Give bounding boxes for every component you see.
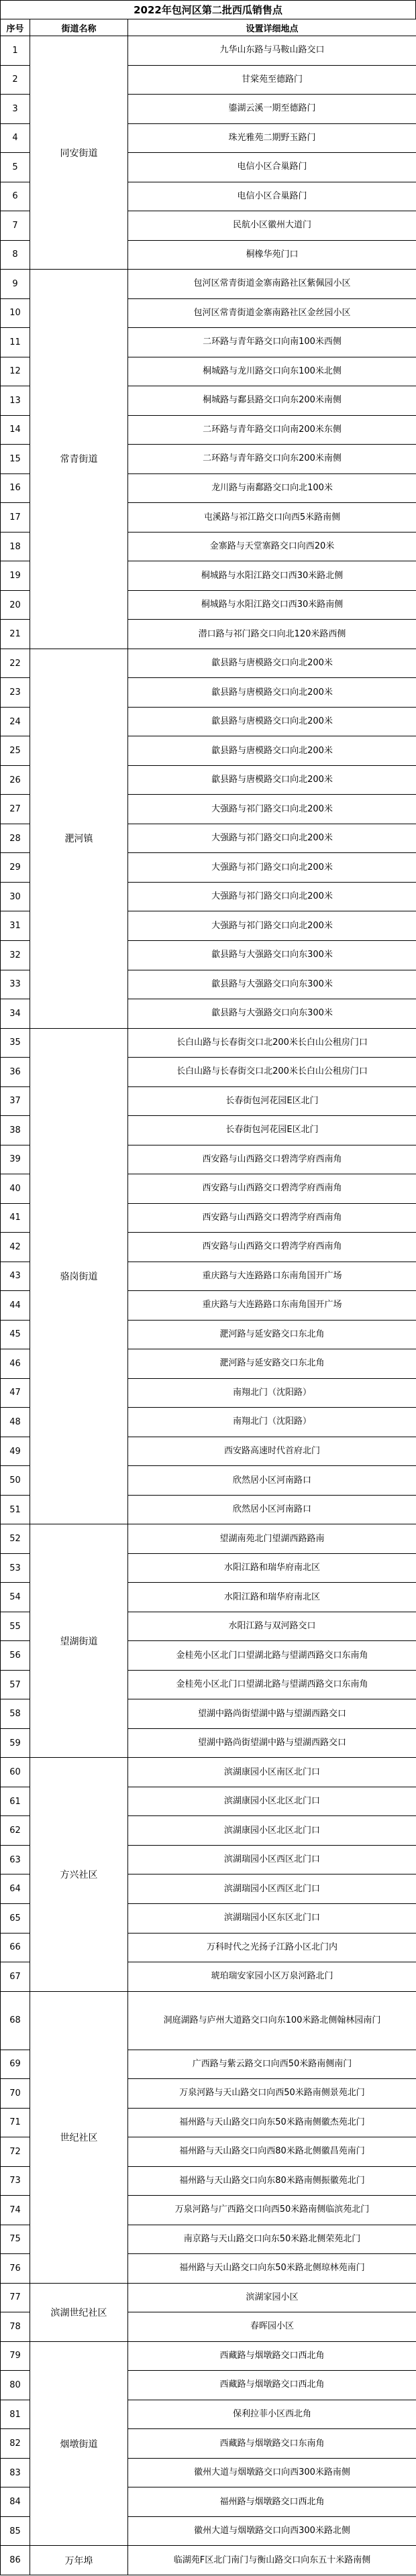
serial-cell: 71	[1, 2108, 30, 2137]
location-cell: 歙县路与唐模路交口向北200米	[128, 736, 416, 766]
location-cell: 珠光雅苑二期野玉路门	[128, 123, 416, 153]
serial-cell: 11	[1, 328, 30, 357]
serial-cell: 69	[1, 2050, 30, 2079]
serial-cell: 18	[1, 532, 30, 561]
location-cell: 潜口路与祁门路交口向北120米路西侧	[128, 620, 416, 649]
location-cell: 保利拉菲小区西北角	[128, 2400, 416, 2429]
location-cell: 二环路与青年路交口向南200米东侧	[128, 415, 416, 445]
header-street: 街道名称	[30, 19, 128, 36]
location-cell: 歙县路与大强路交口向东300米	[128, 940, 416, 970]
location-cell: 歙县路与大强路交口向东300米	[128, 970, 416, 999]
serial-cell: 2	[1, 65, 30, 95]
location-cell: 洞庭湖路与庐州大道路交口向东100米路北侧翰林园南门	[128, 1991, 416, 2050]
location-cell: 南京路与天山路交口向东50米路北侧荣苑北门	[128, 2225, 416, 2254]
location-cell: 长白山路与长春街交口北200米长白山公租房门口	[128, 1028, 416, 1058]
location-cell: 包河区常青街道金寨南路社区金丝园小区	[128, 298, 416, 328]
location-cell: 徽州大道与烟墩路交口向西300米路北侧	[128, 2516, 416, 2546]
location-cell: 包河区常青街道金寨南路社区紫佩园小区	[128, 270, 416, 299]
serial-cell: 68	[1, 1991, 30, 2050]
location-cell: 望湖中路尚街望湖中路与望湖西路交口	[128, 1699, 416, 1729]
serial-cell: 44	[1, 1291, 30, 1321]
serial-cell: 17	[1, 503, 30, 533]
location-cell: 甘棠苑至德路门	[128, 65, 416, 95]
serial-cell: 26	[1, 765, 30, 795]
serial-cell: 12	[1, 357, 30, 386]
serial-cell: 60	[1, 1758, 30, 1787]
location-cell: 重庆路与大连路路口东南角国开广场	[128, 1291, 416, 1321]
serial-cell: 33	[1, 970, 30, 999]
location-cell: 长春街包河花园E区北门	[128, 1086, 416, 1116]
location-cell: 西安路与山西路交口碧湾学府西南角	[128, 1203, 416, 1233]
location-cell: 桐橡华苑门口	[128, 240, 416, 270]
location-cell: 大强路与祁门路交口向北200米	[128, 824, 416, 853]
location-cell: 滨湖瑞园小区西区北门口	[128, 1874, 416, 1904]
location-cell: 西藏路与烟墩路交口西北角	[128, 2371, 416, 2400]
serial-cell: 50	[1, 1466, 30, 1496]
serial-cell: 61	[1, 1787, 30, 1816]
location-cell: 大强路与祁门路交口向北200米	[128, 911, 416, 941]
location-cell: 电信小区合巢路门	[128, 153, 416, 182]
location-cell: 桐城路与水阳江路交口西30米路南侧	[128, 590, 416, 620]
location-cell: 福州路与天山路交口向东80米路南侧振徽苑北门	[128, 2166, 416, 2196]
location-cell: 金寨路与天堂寨路交口向西20米	[128, 532, 416, 561]
location-cell: 桐城路与龙川路交口向东100米北侧	[128, 357, 416, 386]
serial-cell: 62	[1, 1816, 30, 1846]
location-cell: 桐城路与水阳江路交口西30米路北侧	[128, 561, 416, 591]
location-cell: 歙县路与唐模路交口向北200米	[128, 707, 416, 736]
serial-cell: 39	[1, 1145, 30, 1174]
location-cell: 歙县路与唐模路交口向北200米	[128, 765, 416, 795]
serial-cell: 7	[1, 211, 30, 241]
serial-cell: 34	[1, 999, 30, 1029]
street-cell: 同安街道	[30, 36, 128, 270]
location-cell: 西藏路与烟墩路交口西北角	[128, 2341, 416, 2371]
location-cell: 西藏路与烟墩路交口东南角	[128, 2429, 416, 2459]
serial-cell: 28	[1, 824, 30, 853]
table-body	[1, 36, 416, 2575]
location-cell: 福州路与天山路交口向西80米路北侧徽昌苑南门	[128, 2137, 416, 2167]
serial-cell: 3	[1, 95, 30, 124]
serial-cell: 74	[1, 2196, 30, 2225]
street-cell: 骆岗街道	[30, 1028, 128, 1524]
serial-cell: 58	[1, 1699, 30, 1729]
serial-cell: 81	[1, 2400, 30, 2429]
location-cell: 金桂苑小区北门口望湖北路与望湖西路交口东南角	[128, 1670, 416, 1699]
location-cell: 歙县路与唐模路交口向北200米	[128, 678, 416, 708]
serial-cell: 14	[1, 415, 30, 445]
location-cell: 西安路与山西路交口碧湾学府西南角	[128, 1174, 416, 1204]
location-cell: 水阳江路与双河路交口	[128, 1612, 416, 1641]
header-row	[1, 19, 416, 36]
location-cell: 临湖苑F区北门南门与衡山路交口向东五十米路南侧	[128, 2546, 416, 2575]
serial-cell: 77	[1, 2283, 30, 2312]
location-cell: 二环路与青年路交口向南100米西侧	[128, 328, 416, 357]
serial-cell: 38	[1, 1116, 30, 1145]
serial-cell: 57	[1, 1670, 30, 1699]
serial-cell: 42	[1, 1233, 30, 1262]
table-row	[1, 2546, 416, 2575]
serial-cell: 72	[1, 2137, 30, 2167]
table-row	[1, 649, 416, 678]
location-cell: 福州路与烟墩路交口西北角	[128, 2487, 416, 2517]
serial-cell: 13	[1, 386, 30, 416]
serial-cell: 32	[1, 940, 30, 970]
serial-cell: 9	[1, 270, 30, 299]
street-cell: 望湖街道	[30, 1524, 128, 1758]
serial-cell: 25	[1, 736, 30, 766]
location-cell: 鎏湖云溪一期至德路门	[128, 95, 416, 124]
header-location: 设置详细地点	[128, 19, 416, 36]
serial-cell: 45	[1, 1320, 30, 1349]
sales-point-table	[0, 19, 416, 2575]
location-cell: 广西路与紫云路交口向西50米路南侧南门	[128, 2050, 416, 2079]
street-cell: 淝河镇	[30, 649, 128, 1028]
location-cell: 滨湖康园小区南区北门口	[128, 1758, 416, 1787]
serial-cell: 85	[1, 2516, 30, 2546]
location-cell: 福州路与天山路交口向东50米路南侧徽杰苑北门	[128, 2108, 416, 2137]
serial-cell: 55	[1, 1612, 30, 1641]
serial-cell: 73	[1, 2166, 30, 2196]
serial-cell: 21	[1, 620, 30, 649]
table-row	[1, 1028, 416, 1058]
serial-cell: 43	[1, 1262, 30, 1291]
location-cell: 万泉河路与广西路交口向西50米路南侧临滨苑北门	[128, 2196, 416, 2225]
location-cell: 重庆路与大连路路口东南角国开广场	[128, 1262, 416, 1291]
location-cell: 金桂苑小区北门口望湖北路与望湖西路交口东南角	[128, 1641, 416, 1671]
serial-cell: 75	[1, 2225, 30, 2254]
serial-cell: 37	[1, 1086, 30, 1116]
location-cell: 西安路与山西路交口碧湾学府西南角	[128, 1145, 416, 1174]
serial-cell: 78	[1, 2312, 30, 2342]
serial-cell: 79	[1, 2341, 30, 2371]
location-cell: 歙县路与唐模路交口向北200米	[128, 649, 416, 678]
table-row	[1, 36, 416, 66]
serial-cell: 27	[1, 795, 30, 824]
location-cell: 长白山路与长春街交口北200米长白山公租房门口	[128, 1058, 416, 1087]
location-cell: 龙川路与南鄱路交口向北100米	[128, 473, 416, 503]
location-cell: 欣然居小区河南路口	[128, 1495, 416, 1524]
location-cell: 西安路与山西路交口碧湾学府西南角	[128, 1233, 416, 1262]
location-cell: 滨湖康园小区北区北门口	[128, 1787, 416, 1816]
location-cell: 滨湖家园小区	[128, 2283, 416, 2312]
location-cell: 大强路与祁门路交口向北200米	[128, 853, 416, 883]
serial-cell: 54	[1, 1583, 30, 1612]
serial-cell: 36	[1, 1058, 30, 1087]
serial-cell: 20	[1, 590, 30, 620]
street-cell: 万年埠	[30, 2546, 128, 2575]
location-cell: 望湖中路尚街望湖中路与望湖西路交口	[128, 1728, 416, 1758]
serial-cell: 48	[1, 1408, 30, 1437]
serial-cell: 63	[1, 1845, 30, 1874]
serial-cell: 31	[1, 911, 30, 941]
serial-cell: 70	[1, 2079, 30, 2109]
serial-cell: 82	[1, 2429, 30, 2459]
location-cell: 电信小区合巢路门	[128, 182, 416, 211]
serial-cell: 15	[1, 445, 30, 474]
serial-cell: 46	[1, 1349, 30, 1379]
location-cell: 滨湖瑞园小区东区北门口	[128, 1904, 416, 1934]
location-cell: 水阳江路和瑞华府南北区	[128, 1553, 416, 1583]
serial-cell: 41	[1, 1203, 30, 1233]
serial-cell: 23	[1, 678, 30, 708]
serial-cell: 22	[1, 649, 30, 678]
location-cell: 徽州大道与烟墩路交口向西300米路南侧	[128, 2458, 416, 2487]
serial-cell: 24	[1, 707, 30, 736]
table-row	[1, 2341, 416, 2371]
header-serial: 序号	[1, 19, 30, 36]
serial-cell: 80	[1, 2371, 30, 2400]
location-cell: 淝河路与延安路交口东北角	[128, 1320, 416, 1349]
location-cell: 大强路与祁门路交口向北200米	[128, 795, 416, 824]
serial-cell: 40	[1, 1174, 30, 1204]
location-cell: 福州路与天山路交口向东50米路北侧琼林苑南门	[128, 2254, 416, 2284]
location-cell: 西安路高速时代首府北门	[128, 1437, 416, 1466]
location-cell: 南翔北门（沈阳路）	[128, 1378, 416, 1408]
location-cell: 万泉河路与天山路交口向西50米路南侧景苑北门	[128, 2079, 416, 2109]
serial-cell: 8	[1, 240, 30, 270]
table-row	[1, 1991, 416, 2050]
location-cell: 长春街包河花园E区北门	[128, 1116, 416, 1145]
location-cell: 桐城路与鄱县路交口向东200米南侧	[128, 386, 416, 416]
serial-cell: 65	[1, 1904, 30, 1934]
serial-cell: 49	[1, 1437, 30, 1466]
serial-cell: 56	[1, 1641, 30, 1671]
location-cell: 淝河路与延安路交口东北角	[128, 1349, 416, 1379]
street-cell: 世纪社区	[30, 1991, 128, 2283]
location-cell: 九华山东路与马鞍山路交口	[128, 36, 416, 66]
serial-cell: 16	[1, 473, 30, 503]
table-row	[1, 2283, 416, 2312]
street-cell: 方兴社区	[30, 1758, 128, 1991]
serial-cell: 30	[1, 882, 30, 911]
location-cell: 大强路与祁门路交口向北200米	[128, 882, 416, 911]
serial-cell: 76	[1, 2254, 30, 2284]
table-row	[1, 1758, 416, 1787]
street-cell: 烟墩街道	[30, 2341, 128, 2546]
location-cell: 春晖园小区	[128, 2312, 416, 2342]
serial-cell: 1	[1, 36, 30, 66]
serial-cell: 66	[1, 1933, 30, 1962]
serial-cell: 83	[1, 2458, 30, 2487]
serial-cell: 86	[1, 2546, 30, 2575]
location-cell: 水阳江路和瑞华府南北区	[128, 1583, 416, 1612]
serial-cell: 10	[1, 298, 30, 328]
serial-cell: 35	[1, 1028, 30, 1058]
location-cell: 滨湖瑞园小区西区北门口	[128, 1845, 416, 1874]
serial-cell: 47	[1, 1378, 30, 1408]
serial-cell: 67	[1, 1962, 30, 1992]
table-row	[1, 270, 416, 299]
location-cell: 望湖南苑北门望湖西路路南	[128, 1524, 416, 1554]
street-cell: 常青街道	[30, 270, 128, 649]
location-cell: 屯溪路与祁江路交口向西5米路南侧	[128, 503, 416, 533]
serial-cell: 64	[1, 1874, 30, 1904]
street-cell: 滨湖世纪社区	[30, 2283, 128, 2341]
location-cell: 歙县路与大强路交口向东300米	[128, 999, 416, 1029]
serial-cell: 84	[1, 2487, 30, 2517]
location-cell: 二环路与青年路交口向东200米南侧	[128, 445, 416, 474]
serial-cell: 6	[1, 182, 30, 211]
serial-cell: 4	[1, 123, 30, 153]
serial-cell: 29	[1, 853, 30, 883]
location-cell: 民航小区徽州大道门	[128, 211, 416, 241]
table-row	[1, 1524, 416, 1554]
serial-cell: 19	[1, 561, 30, 591]
serial-cell: 5	[1, 153, 30, 182]
serial-cell: 52	[1, 1524, 30, 1554]
page-title: 2022年包河区第二批西瓜销售点	[0, 0, 416, 19]
location-cell: 滨湖康园小区北区北门口	[128, 1816, 416, 1846]
serial-cell: 51	[1, 1495, 30, 1524]
serial-cell: 59	[1, 1728, 30, 1758]
location-cell: 琥珀瑞安家园小区万泉河路北门	[128, 1962, 416, 1992]
location-cell: 万科时代之光扬子江路小区北门内	[128, 1933, 416, 1962]
location-cell: 南翔北门（沈阳路）	[128, 1408, 416, 1437]
location-cell: 欣然居小区河南路口	[128, 1466, 416, 1496]
serial-cell: 53	[1, 1553, 30, 1583]
